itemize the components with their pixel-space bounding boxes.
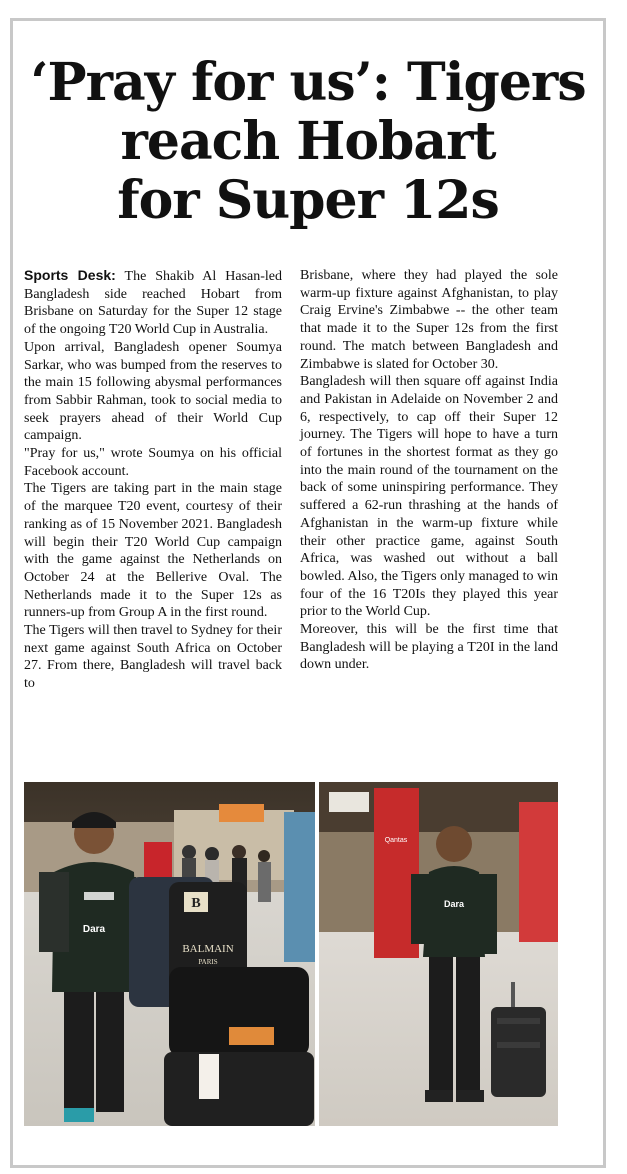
article-paragraph: Brisbane, where they had played the sole warm-up fixture against Afghanistan, to play Craig Ervine's Zimbabwe -- the other team that made it to the Super 12s from the first round. The match between Bangladesh and Zimbabwe is slated for October 30. bbox=[300, 268, 558, 372]
article-paragraph: Upon arrival, Bangladesh opener Soumya Sarkar, who was bumped from the reserves to the main 15 following abysmal performances from Sabbir Rahman, took to social media to seek prayers ahead of their World Cup campaign. bbox=[24, 339, 282, 444]
photo-player-with-luggage bbox=[24, 782, 315, 1126]
bag-monogram: B bbox=[191, 896, 201, 911]
photo-player-standing bbox=[319, 782, 558, 1126]
article-column-right bbox=[300, 267, 558, 674]
article-paragraph: "Pray for us," wrote Soumya on his official Facebook account. bbox=[24, 446, 282, 479]
headline-line-1: ‘Pray for us’: Tigers bbox=[30, 52, 586, 113]
headline-line-3: for Super 12s bbox=[117, 170, 499, 231]
photo-strip bbox=[24, 782, 558, 1126]
headline bbox=[13, 53, 603, 230]
article-paragraph bbox=[24, 267, 282, 339]
article-column-left bbox=[24, 267, 282, 693]
banner-text: Qantas bbox=[384, 837, 408, 844]
dateline-label: Sports Desk: bbox=[24, 267, 116, 283]
bag-brand: BALMAIN bbox=[182, 943, 234, 955]
article-paragraph: Moreover, this will be the first time that Bangladesh will be playing a T20I in the land down under. bbox=[300, 622, 558, 673]
jersey-sponsor: Dara bbox=[82, 924, 106, 935]
article-paragraph: The Tigers are taking part in the main stage of the marquee T20 event, courtesy of their ranking as of 15 November 2021. Bangladesh will begin their T20 World Cup campaign with the game against the Netherlands on October 24 at the Bellerive Oval. The Netherlands made it to the Super 12s as runners-up from Group A in the first round. bbox=[24, 481, 282, 621]
article-paragraph: The Tigers will then travel to Sydney for their next game against South Africa on October 27. From there, Bangladesh will travel back to bbox=[24, 623, 282, 692]
headline-line-2: reach Hobart bbox=[120, 111, 496, 172]
paragraph-text: The Shakib Al Hasan-led Bangladesh side reached Hobart from Brisbane on Saturday for the Super 12 stage of the ongoing T20 World Cup in Australia. bbox=[24, 269, 283, 338]
bag-brand-sub: PARIS bbox=[198, 958, 218, 966]
article-paragraph: Bangladesh will then square off against India and Pakistan in Adelaide on November 2 and 6, respectively, to cap off their Super 12 journey. The Tigers will hope to have a turn of fortunes in the shortest format as they go into the main round of the tournament on the back of some uninspiring performance. They suffered a 62-run thrashing at the hands of Afghanistan in the warm-up fixture while their other practice game, against South Africa, was washed out without a ball bowled. Also, the Tigers only managed to win four of the 16 T20Is they played this year prior to the World Cup. bbox=[300, 374, 558, 620]
jersey-sponsor: Dara bbox=[443, 899, 465, 909]
